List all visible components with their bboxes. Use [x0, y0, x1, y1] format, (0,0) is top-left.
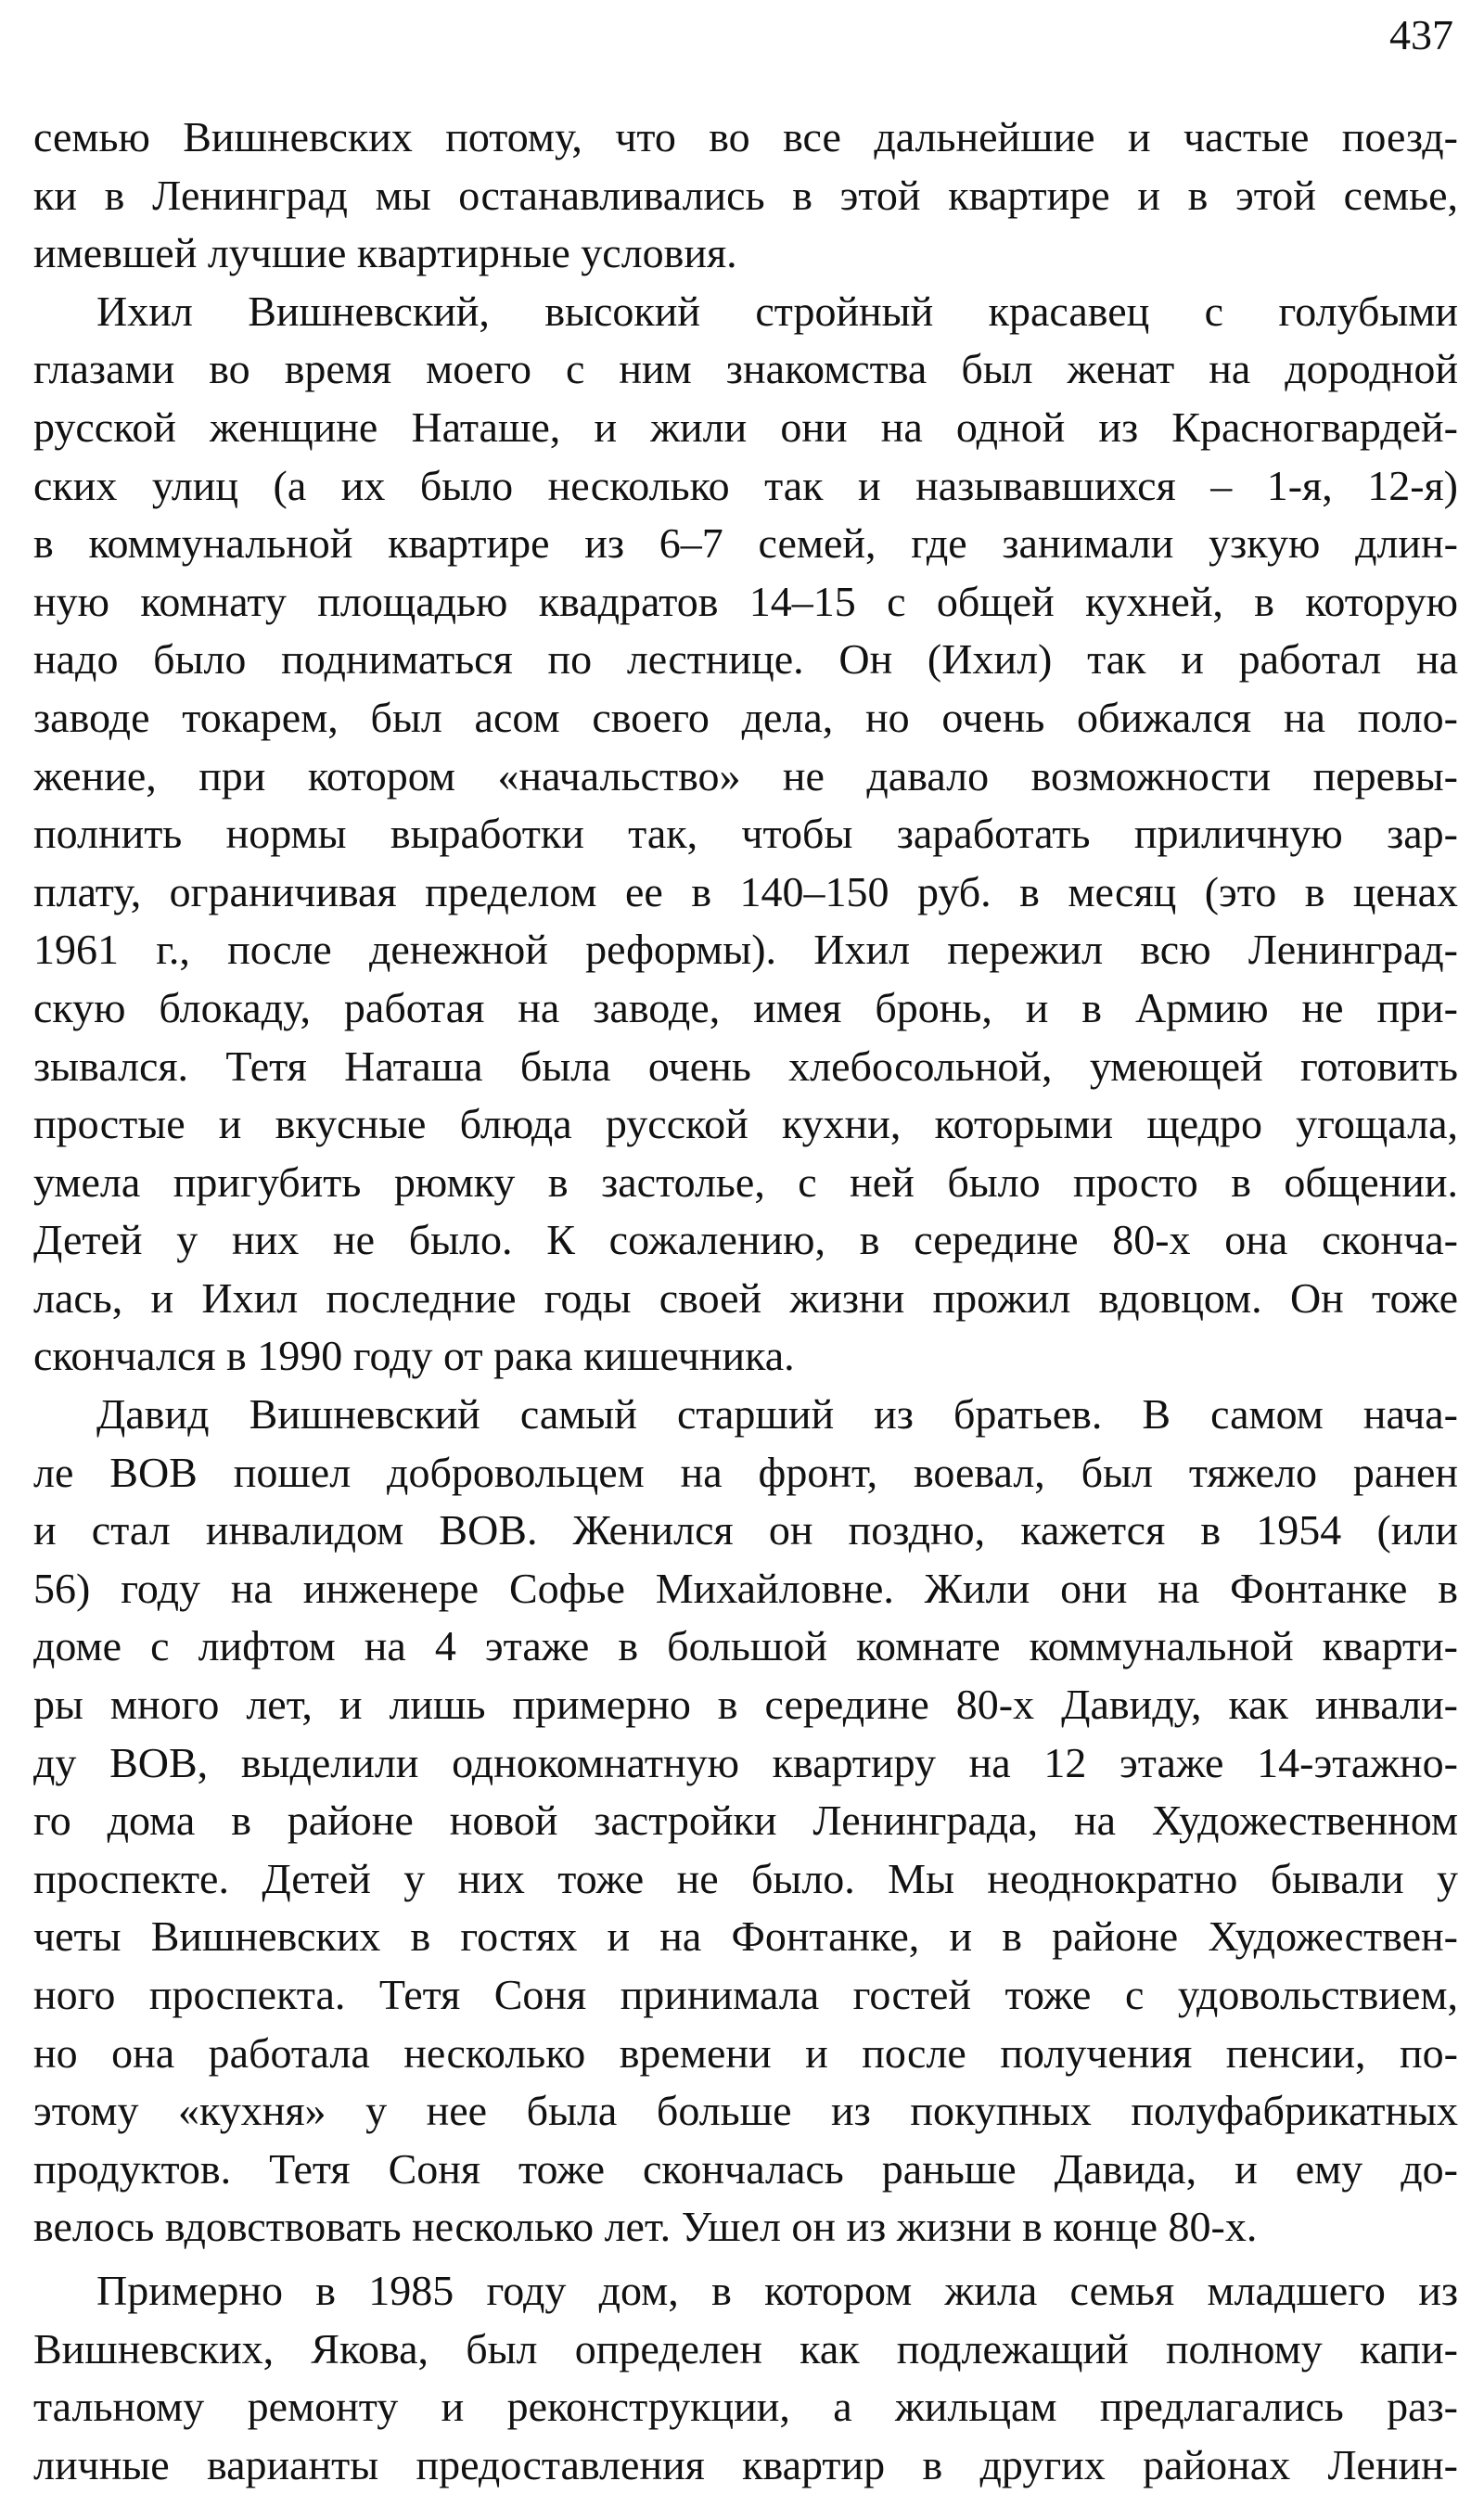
text-line: Ихил Вишневский, высокий стройный красавец с голубыми — [96, 287, 1458, 335]
paragraph-1 — [33, 109, 1458, 283]
text-line: надо было подниматься по лестнице. Он (Ихил) так и работал на — [33, 635, 1458, 684]
text-line: зывался. Тетя Наташа была очень хлебосольной, умеющей готовить — [33, 1042, 1458, 1090]
text-line: Вишневских, Якова, был определен как подлежащий полному капи- — [33, 2324, 1458, 2372]
text-line: и стал инвалидом ВОВ. Женился он поздно, кажется в 1954 (или — [33, 1506, 1458, 1554]
text-line: простые и вкусные блюда русской кухни, которыми щедро угощала, — [33, 1100, 1458, 1148]
text-line: в коммунальной квартире из 6–7 семей, где занимали узкую длин- — [33, 519, 1458, 568]
text-line: 56) году на инженере Софье Михайловне. Жили они на Фонтанке в — [33, 1564, 1458, 1612]
text-line: этому «кухня» у нее была больше из покупных полуфабрикатных — [33, 2087, 1458, 2135]
text-line: умела пригубить рюмку в застолье, с ней было просто в общении. — [33, 1157, 1458, 1206]
text-line: жение, при котором «начальство» не давало возможности перевы- — [33, 751, 1458, 799]
body-text — [33, 109, 1458, 2494]
text-line: заводе токарем, был асом своего дела, но очень обижался на поло- — [33, 693, 1458, 741]
text-line: скую блокаду, работая на заводе, имея бронь, и в Армию не при- — [33, 983, 1458, 1031]
text-line: 1961 г., после денежной реформы). Ихил пережил всю Ленинград- — [33, 926, 1458, 974]
text-line: глазами во время моего с ним знакомства был женат на дородной — [33, 345, 1458, 393]
text-line: ских улиц (а их было несколько так и называвшихся – 1-я, 12-я) — [33, 461, 1458, 509]
text-line: но она работала несколько времени и после получения пенсии, по- — [33, 2028, 1458, 2077]
text-line: русской женщине Наташе, и жили они на одной из Красногвардей- — [33, 403, 1458, 451]
text-line: личные варианты предоставления квартир в других районах Ленин- — [33, 2440, 1458, 2488]
text-line: плату, ограничивая пределом ее в 140–150 руб. в месяц (это в ценах — [33, 867, 1458, 915]
text-line: четы Вишневских в гостях и на Фонтанке, и в районе Художествен- — [33, 1912, 1458, 1961]
text-line: го дома в районе новой застройки Ленинграда, на Художественном — [33, 1797, 1458, 1845]
text-line: проспекте. Детей у них тоже не было. Мы неоднократно бывали у — [33, 1854, 1458, 1902]
page-number: 437 — [1389, 11, 1453, 58]
paragraph-2 — [33, 283, 1458, 1386]
text-line: скончался в 1990 году от рака кишечника. — [33, 1332, 795, 1380]
paragraph-4 — [33, 2262, 1458, 2494]
text-line: Примерно в 1985 году дом, в котором жила семья младшего из — [96, 2266, 1458, 2314]
text-line: ле ВОВ пошел добровольцем на фронт, воевал, был тяжело ранен — [33, 1448, 1458, 1496]
text-line: тальному ремонту и реконструкции, а жильцам предлагались раз- — [33, 2383, 1458, 2431]
paragraph-3 — [33, 1386, 1458, 2257]
text-line: велось вдовствовать несколько лет. Ушел он из жизни в конце 80-х. — [33, 2203, 1258, 2251]
text-line: доме с лифтом на 4 этаже в большой комнате коммунальной кварти- — [33, 1622, 1458, 1670]
text-line: имевшей лучшие квартирные условия. — [33, 229, 737, 277]
text-line: Давид Вишневский самый старший из братьев. В самом нача- — [96, 1390, 1458, 1439]
text-line: ду ВОВ, выделили однокомнатную квартиру на 12 этаже 14-этажно- — [33, 1738, 1458, 1786]
text-line: ную комнату площадью квадратов 14–15 с общей кухней, в которую — [33, 577, 1458, 625]
text-line: ры много лет, и лишь примерно в середине 80-х Давиду, как инвали- — [33, 1681, 1458, 1729]
text-line: полнить нормы выработки так, чтобы заработать приличную зар- — [33, 810, 1458, 858]
text-line: ного проспекта. Тетя Соня принимала гостей тоже с удовольствием, — [33, 1971, 1458, 2018]
text-line: лась, и Ихил последние годы своей жизни прожил вдовцом. Он тоже — [33, 1273, 1458, 1322]
text-line: ки в Ленинград мы останавливались в этой квартире и в этой семье, — [33, 171, 1458, 219]
text-line: семью Вишневских потому, что во все дальнейшие и частые поезд- — [33, 113, 1458, 160]
text-line: Детей у них не было. К сожалению, в середине 80-х она сконча- — [33, 1216, 1458, 1264]
text-line: продуктов. Тетя Соня тоже скончалась раньше Давида, и ему до- — [33, 2144, 1458, 2193]
